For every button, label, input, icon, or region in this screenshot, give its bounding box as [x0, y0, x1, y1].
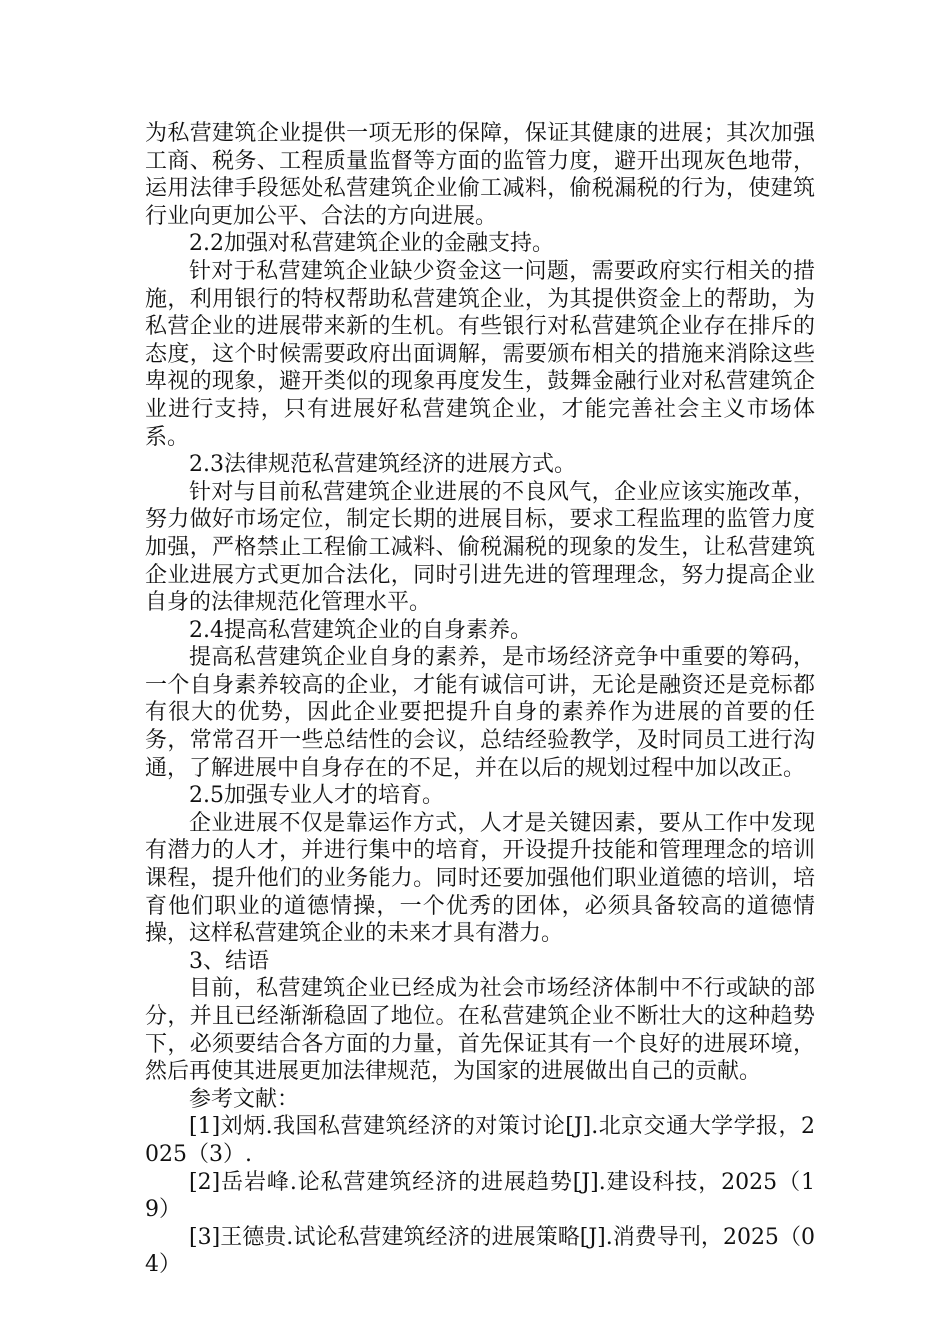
document-page [145, 120, 815, 1279]
section-heading: 2.4提高私营建筑企业的自身素养。 [189, 617, 532, 643]
body-paragraph: 企业进展不仅是靠运作方式，人才是关键因素，要从工作中发现有潜力的人才，并进行集中的培育，开设提升技能和管理理念的培训课程，提升他们的业务能力。同时还要加强他们职业道德的培训，培育他们职业的道德情操，一个优秀的团体，必须具备较高的道德情操，这样私营建筑企业的未来才具有潜力。 [145, 810, 815, 947]
reference-item: [2]岳岩峰.论私营建筑经济的进展趋势[J].建设科技，2025（19） [145, 1169, 815, 1223]
body-paragraph: 针对与目前私营建筑企业进展的不良风气，企业应该实施改革，努力做好市场定位，制定长期的进展目标，要求工程监理的监管力度加强，严格禁止工程偷工减料、偷税漏税的现象的发生，让私营建筑企业进展方式更加合法化，同时引进先进的管理理念，努力提高企业自身的法律规范化管理水平。 [145, 479, 815, 616]
section-heading: 2.3法律规范私营建筑经济的进展方式。 [189, 452, 576, 478]
body-paragraph: 针对于私营建筑企业缺少资金这一问题，需要政府实行相关的措施，利用银行的特权帮助私营建筑企业，为其提供资金上的帮助，为私营企业的进展带来新的生机。有些银行对私营建筑企业存在排斥的态度，这个时候需要政府出面调解，需要颁布相关的措施来消除这些卑视的现象，避开类似的现象再度发生，鼓舞金融行业对私营建筑企业进行支持，只有进展好私营建筑企业，才能完善社会主义市场体系。 [145, 258, 815, 450]
section-heading: 2.5加强专业人才的培育。 [189, 783, 444, 809]
conclusion-heading: 3、结语 [189, 948, 269, 974]
body-paragraph: 为私营建筑企业提供一项无形的保障，保证其健康的进展；其次加强工商、税务、工程质量监督等方面的监管力度，避开出现灰色地带，运用法律手段惩处私营建筑企业偷工减料，偷税漏税的行为，使建筑行业向更加公平、合法的方向进展。 [145, 121, 815, 229]
body-paragraph: 目前，私营建筑企业已经成为社会市场经济体制中不行或缺的部分，并且已经渐渐稳固了地位。在私营建筑企业不断壮大的这种趋势下，必须要结合各方面的力量，首先保证其有一个良好的进展环境，然后再使其进展更加法律规范，为国家的进展做出自己的贡献。 [145, 976, 815, 1085]
references-heading: 参考文献： [189, 1086, 300, 1112]
body-paragraph: 提高私营建筑企业自身的素养，是市场经济竞争中重要的筹码，一个自身素养较高的企业，才能有诚信可讲，无论是融资还是竞标都有很大的优势，因此企业要把提升自身的素养作为进展的首要的任务，常常召开一些总结性的会议，总结经验教学，及时同员工进行沟通，了解进展中自身存在的不足，并在以后的规划过程中加以改正。 [145, 645, 815, 781]
reference-item: [3]王德贵.试论私营建筑经济的进展策略[J].消费导刊，2025（04） [145, 1224, 815, 1278]
section-heading: 2.2加强对私营建筑企业的金融支持。 [189, 231, 554, 257]
reference-item: [1]刘炳.我国私营建筑经济的对策讨论[J].北京交通大学学报，2025（3）. [145, 1114, 815, 1167]
